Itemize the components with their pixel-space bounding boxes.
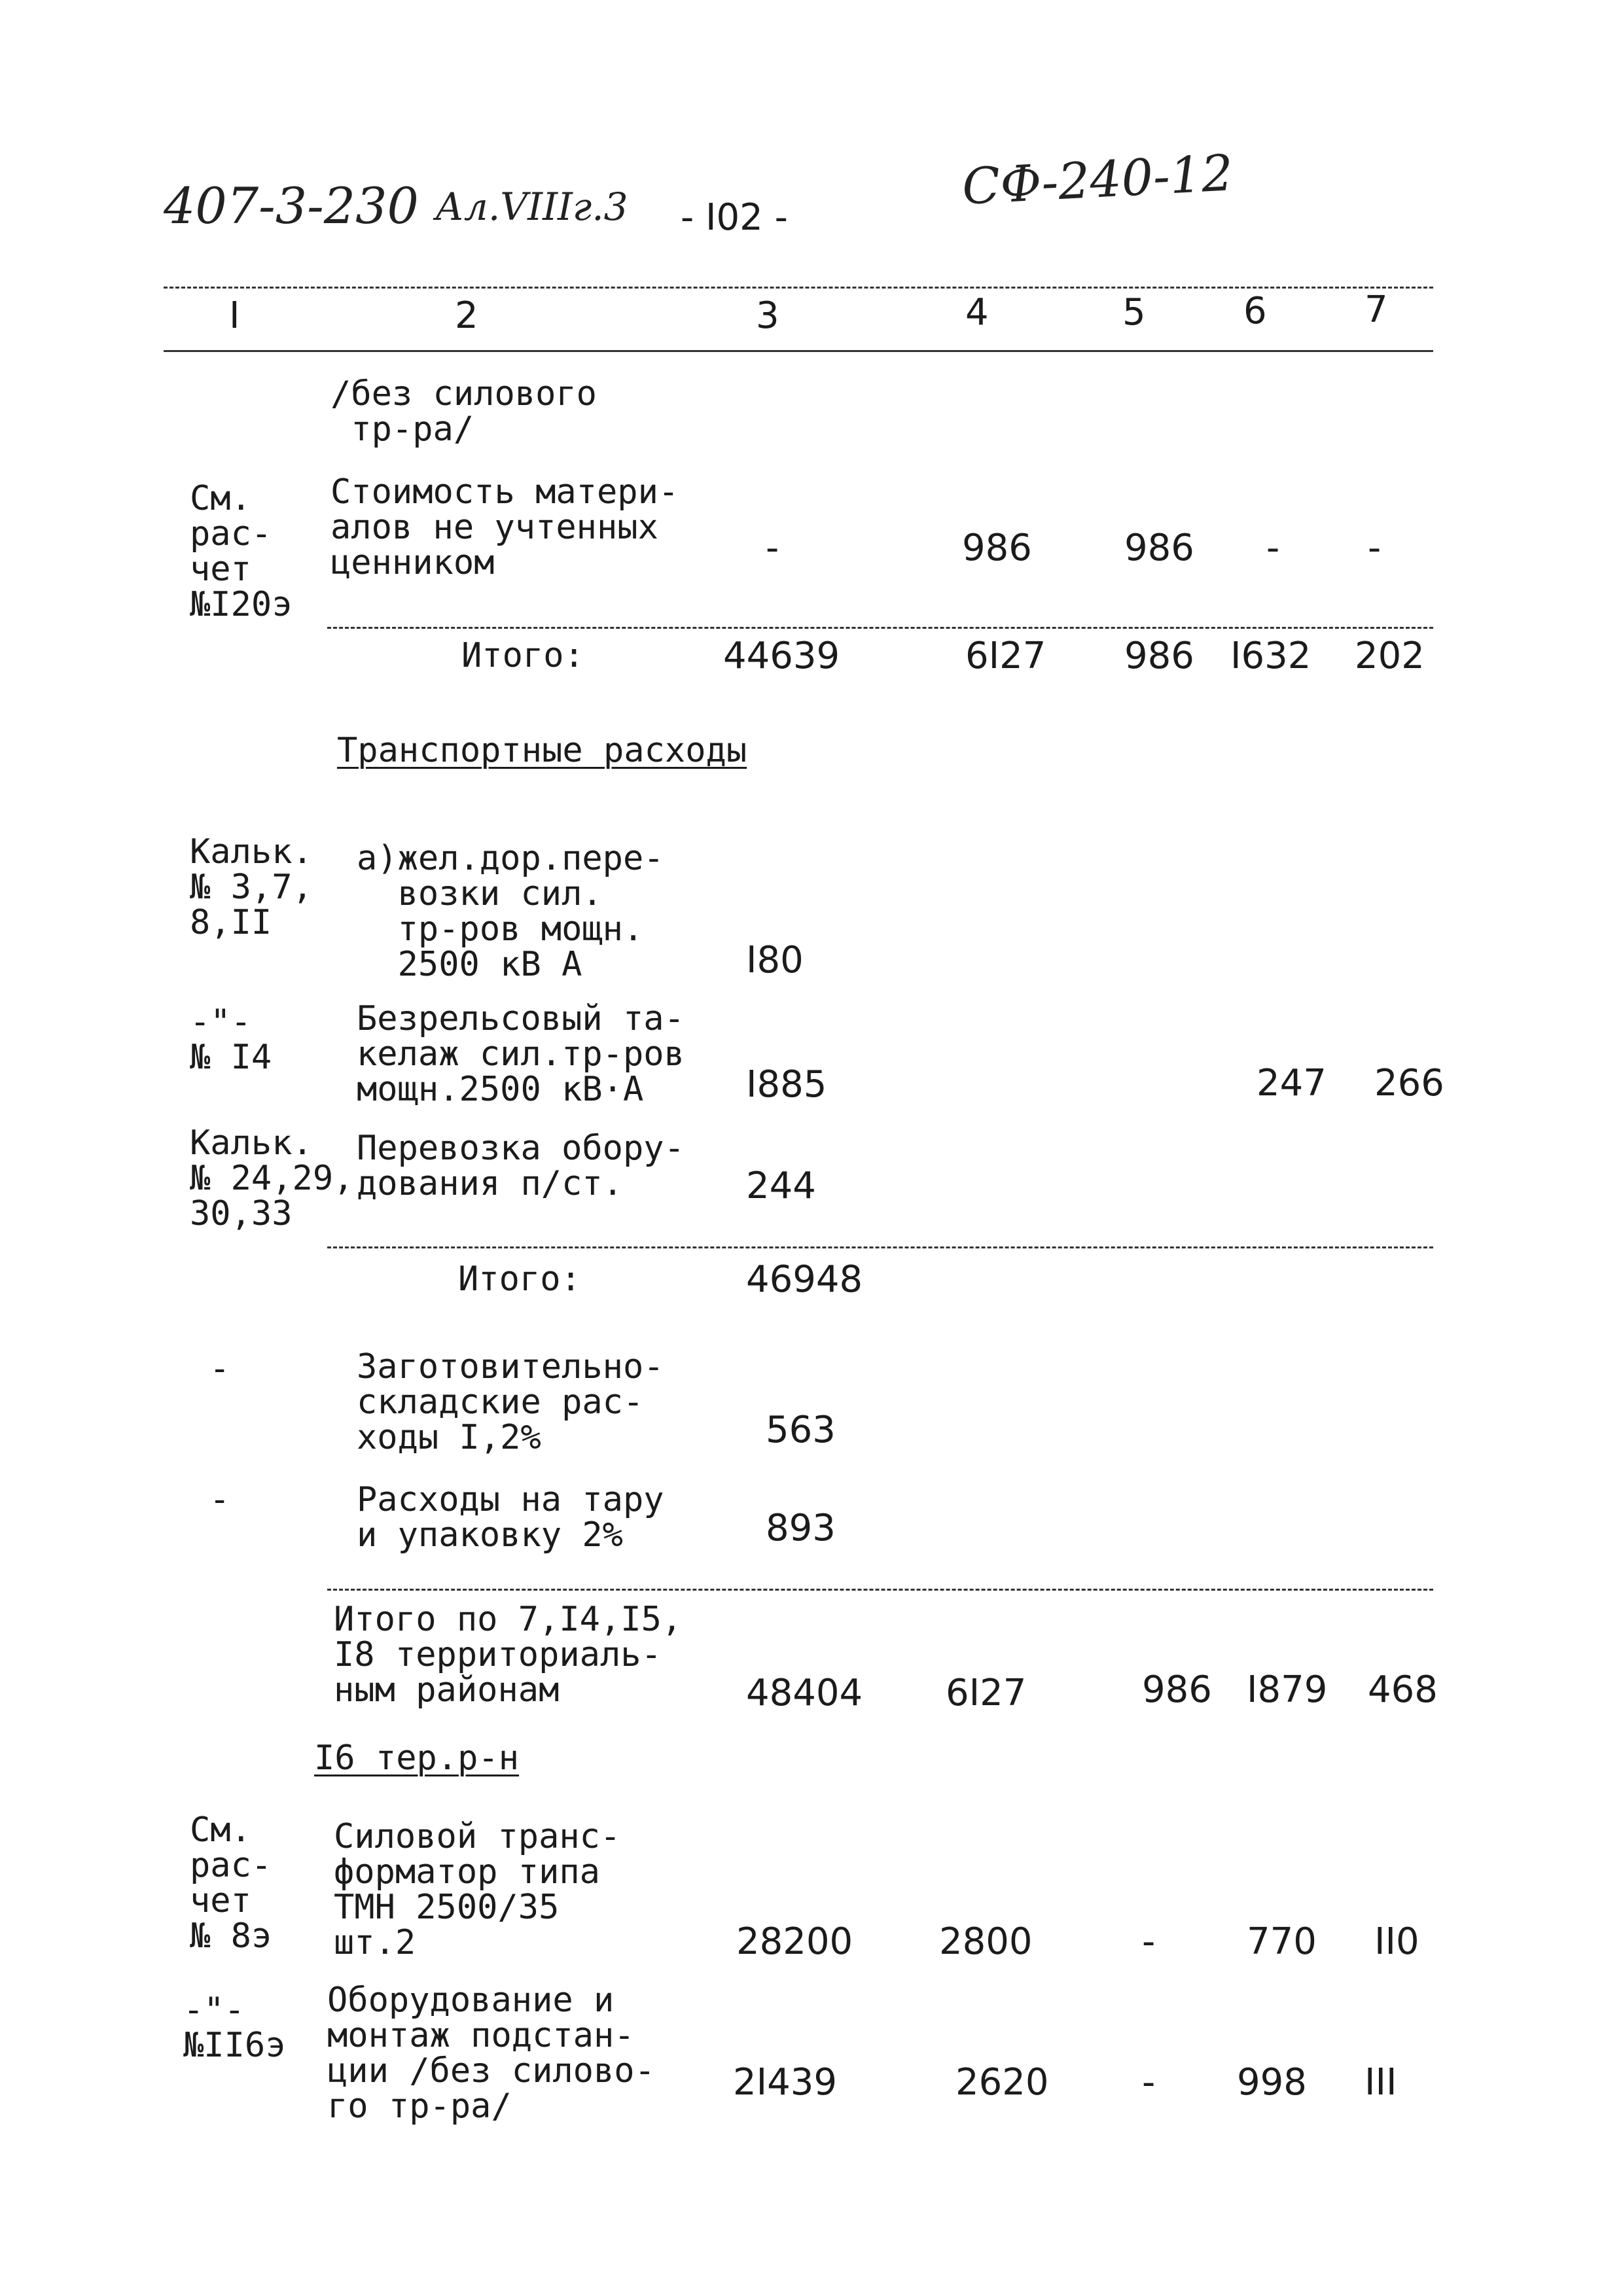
row1-col5: 986 (1124, 527, 1194, 569)
row2-col6: I632 (1230, 635, 1311, 677)
row11-col4: 2620 (955, 2061, 1049, 2104)
row9-col5: 986 (1142, 1669, 1212, 1711)
row9-col7: 468 (1368, 1669, 1438, 1711)
row8-col3: 893 (766, 1507, 836, 1549)
subtotal-rule-1 (327, 627, 1433, 629)
row11-col3: 2I439 (733, 2061, 838, 2104)
column-header-1: I (229, 294, 240, 337)
row9-description: Итого по 7,I4,I5, I8 территориаль- ным районам (334, 1600, 683, 1710)
row11-col6: 998 (1237, 2061, 1307, 2104)
row10-col3: 28200 (736, 1920, 853, 1963)
header-bottom-rule (164, 350, 1433, 352)
row5-col3: 244 (746, 1165, 816, 1207)
row6-total-label: Итого: (458, 1260, 581, 1299)
row10-reference: См. рас- чет № 8э (190, 1810, 272, 1956)
row7-description: Заготовительно- складские рас- ходы I,2% (357, 1347, 664, 1457)
subtotal-rule-2 (327, 1246, 1433, 1248)
row11-col7: III (1364, 2061, 1397, 2104)
row2-col5: 986 (1124, 635, 1194, 677)
row2-col7: 202 (1355, 635, 1425, 677)
row9-col6: I879 (1247, 1669, 1328, 1711)
row8-reference: - (209, 1480, 230, 1519)
row10-description: Силовой транс- форматор типа ТМН 2500/35 шт.2 (334, 1817, 621, 1962)
row3-description: а)жел.дор.пере- возки сил. тр-ров мощн. 2500 кВ А (357, 839, 664, 984)
row1-col7: - (1368, 527, 1382, 569)
row6-col3: 46948 (746, 1258, 863, 1301)
row2-total-label: Итого: (461, 636, 584, 675)
row4-col3: I885 (746, 1063, 827, 1106)
row11-reference: -"- №II6э (183, 1990, 286, 2065)
row4-col6: 247 (1257, 1062, 1327, 1104)
row9-col4: 6I27 (946, 1672, 1027, 1714)
row4-description: Безрельсовый та- келаж сил.тр-ров мощн.2500 кВ·А (357, 999, 685, 1109)
doc-code: 407-3-230 (164, 177, 419, 235)
section-title-region-16: I6 тер.р-н (314, 1739, 520, 1778)
row4-reference: -"- № I4 (190, 1002, 272, 1077)
row3-col3: I80 (746, 939, 804, 981)
row2-col4: 6I27 (965, 635, 1046, 677)
column-header-6: 6 (1243, 290, 1267, 332)
row2-col3: 44639 (723, 635, 840, 677)
row8-description: Расходы на тару и упаковку 2% (357, 1480, 664, 1555)
row1-reference: См. рас- чет №I20э (190, 479, 293, 624)
row1-col4: 986 (962, 527, 1032, 569)
row11-description: Оборудование и монтаж подстан- ции /без силово- го тр-ра/ (327, 1981, 655, 2126)
header-top-rule (164, 287, 1433, 289)
subtotal-rule-3 (327, 1589, 1433, 1591)
column-header-2: 2 (455, 294, 478, 337)
row5-reference: Кальк. № 24,29, 30,33 (190, 1123, 354, 1233)
row7-reference: - (209, 1349, 230, 1388)
section-title-transport: Транспортные расходы (337, 731, 747, 770)
row5-description: Перевозка обору- дования п/ст. (357, 1129, 685, 1203)
row10-col6: 770 (1247, 1920, 1317, 1963)
column-header-4: 4 (965, 291, 989, 334)
row3-reference: Кальк. № 3,7, 8,II (190, 832, 313, 942)
row4-col7: 266 (1374, 1062, 1444, 1104)
row1-col3: - (766, 527, 779, 569)
column-header-3: 3 (756, 294, 779, 337)
row1-col6: - (1266, 527, 1280, 569)
column-header-5: 5 (1122, 291, 1146, 334)
page-number: - I02 - (681, 196, 788, 239)
row11-col5: - (1142, 2061, 1156, 2104)
row9-col3: 48404 (746, 1672, 863, 1714)
column-header-7: 7 (1364, 289, 1388, 331)
row10-col4: 2800 (939, 1920, 1033, 1963)
row10-col7: II0 (1374, 1920, 1419, 1963)
row10-col5: - (1142, 1920, 1156, 1963)
row0-description: /без силового тр-ра/ (330, 374, 597, 449)
stamp-code: СФ-240-12 (960, 143, 1235, 216)
row1-description: Стоимость матери- алов не учтенных ценником (330, 472, 679, 582)
row7-col3: 563 (766, 1409, 836, 1451)
album-reference: Ал.VIIIг.3 (435, 185, 628, 229)
